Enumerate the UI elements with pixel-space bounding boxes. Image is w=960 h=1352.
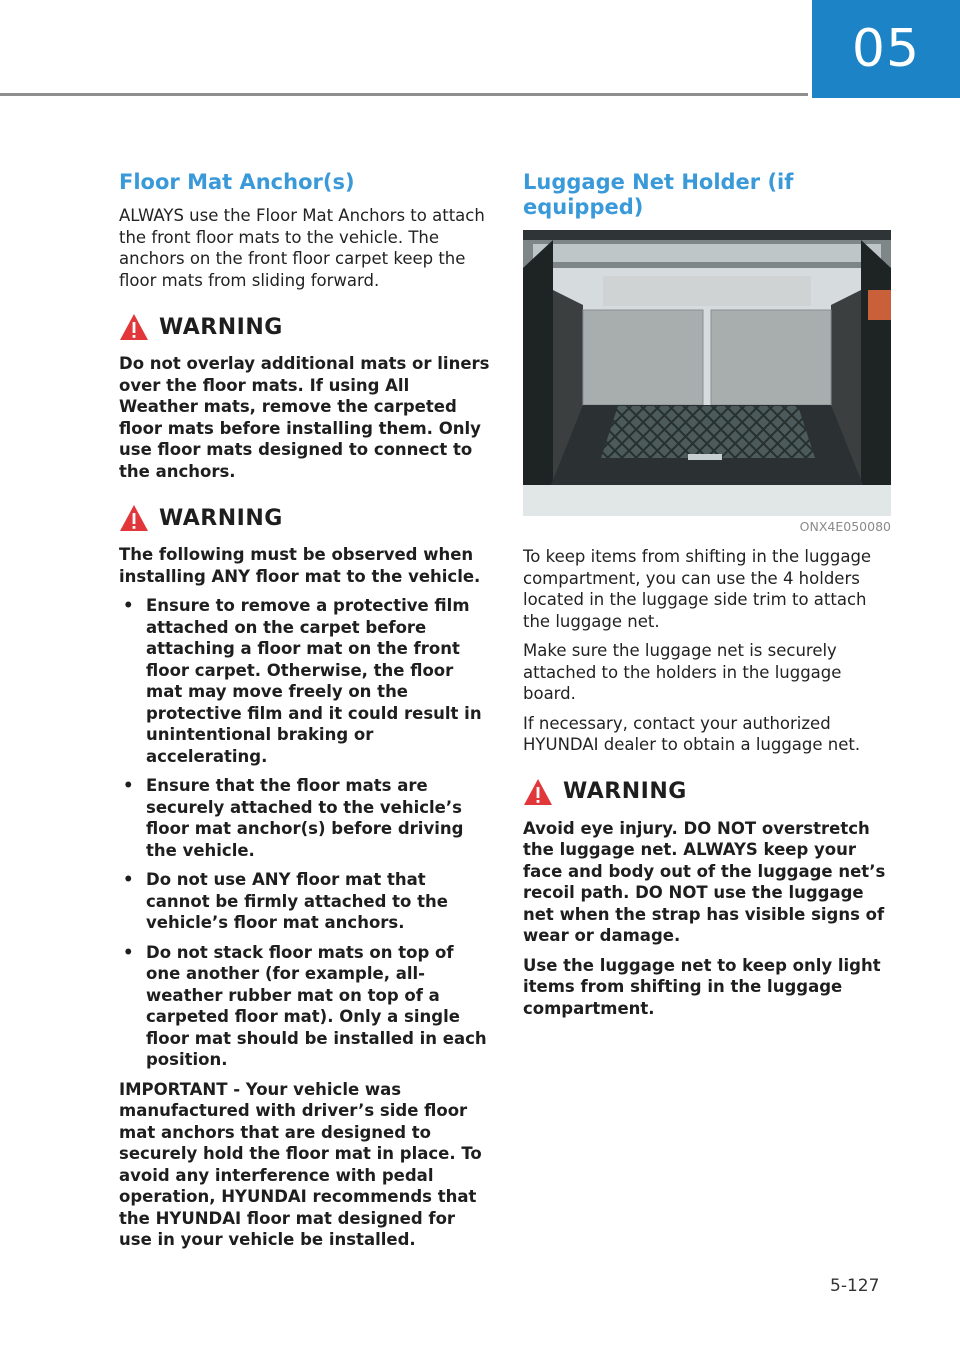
- luggage-net-paragraph: Make sure the luggage net is securely attached to the holders in the luggage board.: [523, 641, 842, 703]
- floor-mat-intro: ALWAYS use the Floor Mat Anchors to attach the front floor mats to the vehicle. The anchors on the front floor carpet keep the floor mats from sliding forward.: [119, 206, 485, 290]
- warning-triangle-icon: [523, 778, 553, 806]
- bullet-icon: •: [123, 776, 134, 795]
- luggage-net-paragraph: If necessary, contact your authorized HYUNDAI dealer to obtain a luggage net.: [523, 713, 861, 754]
- bullet-icon: •: [123, 870, 134, 889]
- image-code: ONX4E050080: [799, 519, 891, 534]
- warning-triangle-icon: [119, 504, 149, 532]
- luggage-net-illustration: [523, 230, 891, 516]
- list-item: • Ensure to remove a protective film attached on the carpet before attaching a floor mat on the front floor carpet. Otherwise, the floor mat may move freely on the protective film and it could result in unintentional braking or accelerating.: [123, 596, 482, 766]
- warning-lead: The following must be observed when installing ANY floor mat to the vehicle.: [119, 545, 481, 586]
- warning-text: Use the luggage net to keep only light items from shifting in the luggage compartment.: [523, 955, 881, 1018]
- warning-header: [119, 313, 491, 341]
- chapter-tab: [812, 0, 960, 98]
- chapter-number: 05: [851, 19, 921, 79]
- warning-title: WARNING: [159, 505, 283, 531]
- warning-title: WARNING: [159, 314, 283, 340]
- warning-header: [119, 504, 491, 532]
- page-number: 5-127: [830, 1276, 880, 1296]
- luggage-net-paragraph: To keep items from shifting in the luggage compartment, you can use the 4 holders located in the luggage side trim to attach the luggage net.: [523, 547, 872, 631]
- bullet-icon: •: [123, 596, 134, 615]
- important-note: IMPORTANT - Your vehicle was manufactured with driver’s side floor mat anchors that are designed to securely hold the floor mat in place. To avoid any interference with pedal operation, HYUNDAI recommends that the HYUNDAI floor mat designed for use in your vehicle be installed.: [119, 1079, 482, 1249]
- warning-triangle-icon: [119, 313, 149, 341]
- warning-text: Avoid eye injury. DO NOT overstretch the luggage net. ALWAYS keep your face and body out of the luggage net’s recoil path. DO NOT use the luggage net when the strap has visible signs of wear or damage.: [523, 818, 886, 945]
- section-title-floor-mat: Floor Mat Anchor(s): [119, 170, 355, 194]
- list-item: • Ensure that the floor mats are securely attached to the vehicle’s floor mat anchor(s) before driving the vehicle.: [123, 776, 464, 860]
- section-title-luggage-net: Luggage Net Holder (if equipped): [523, 170, 794, 219]
- warning-title: WARNING: [563, 779, 687, 804]
- left-column: [119, 170, 491, 1259]
- warning-list: [119, 595, 491, 1071]
- list-item: • Do not stack floor mats on top of one another (for example, all-weather rubber mat on top of a carpeted floor mat). Only a single floor mat should be installed in each position.: [123, 942, 487, 1069]
- bullet-icon: •: [123, 942, 134, 962]
- header-rule: [0, 93, 808, 96]
- warning-header: [523, 778, 891, 806]
- warning-text: Do not overlay additional mats or liners over the floor mats. If using All Weather mats, remove the carpeted floor mats before installing them. Only use floor mats designed to connect to the anchors.: [119, 354, 490, 481]
- luggage-compartment-photo: [523, 230, 891, 516]
- right-column: [523, 170, 891, 1027]
- list-item: • Do not use ANY floor mat that cannot be firmly attached to the vehicle’s floor mat anchors.: [123, 870, 448, 932]
